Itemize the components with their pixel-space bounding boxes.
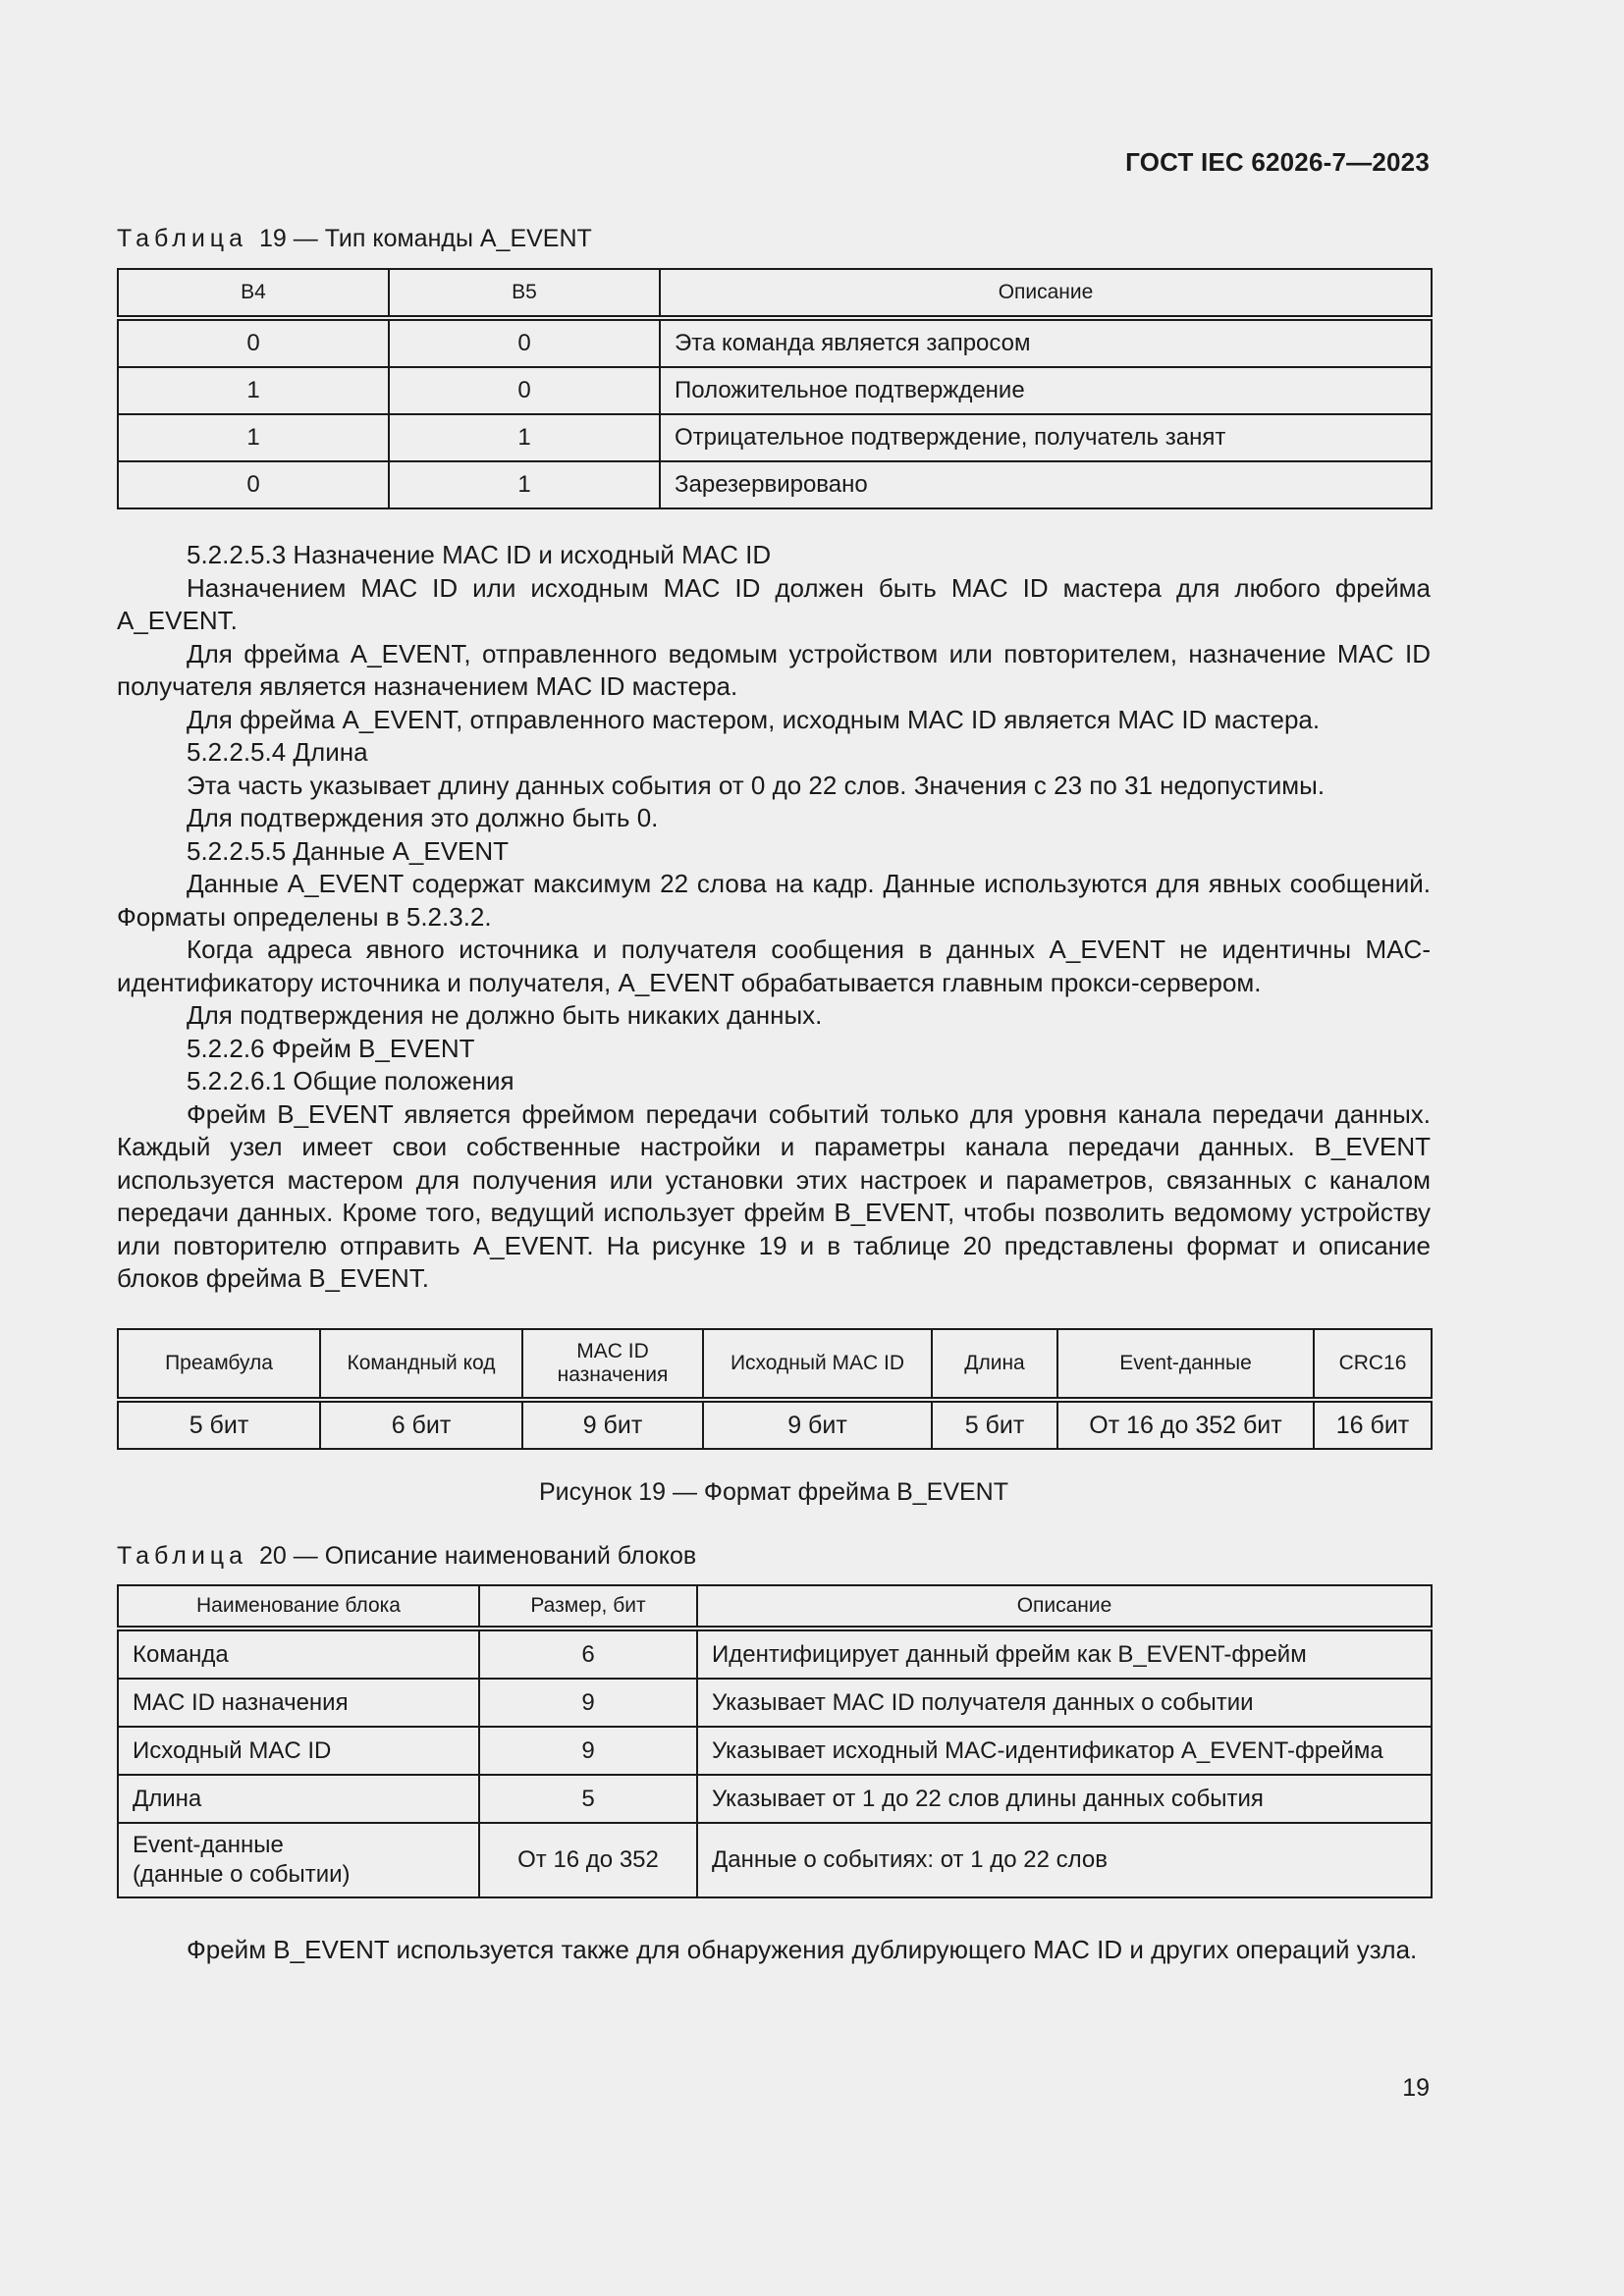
table19-caption-word: Таблица <box>117 225 248 252</box>
table20-row <box>118 1629 1432 1679</box>
table20-cell-block-name: Исходный MAC ID <box>118 1727 479 1775</box>
figure19-frame-format <box>117 1328 1433 1450</box>
page-number: 19 <box>1402 2074 1430 2102</box>
table20-cell-size: 9 <box>479 1727 697 1775</box>
table20-cell-size: От 16 до 352 <box>479 1823 697 1897</box>
paragraph: Фрейм B_EVENT является фреймом передачи событий только для уровня канала передачи данных. Каждый узел имеет свои собственные настройки и параметры канала передачи данных. B_EVENT используется мастером для получения или установки этих настроек и параметров, связанных с каналом передачи данных. Кроме того, ведущий использует фрейм B_EVENT, чтобы позволить ведомому устройству или повторителю отправить A_EVENT. На рисунке 19 и в таблице 20 представлены формат и описание блоков фрейма B_EVENT. <box>117 1098 1431 1293</box>
table19-cell-description: Положительное подтверждение <box>660 367 1432 414</box>
table20 <box>117 1584 1433 1898</box>
table19-caption-text: 19 — Тип команды A_EVENT <box>259 225 592 252</box>
table19-cell-description: Зарезервировано <box>660 461 1432 508</box>
table19-header-row <box>118 269 1432 318</box>
figure19-caption: Рисунок 19 — Формат фрейма B_EVENT <box>539 1478 1008 1506</box>
table20-cell-size: 5 <box>479 1775 697 1823</box>
figure19-header-row <box>118 1329 1432 1400</box>
table20-caption-word: Таблица <box>117 1542 248 1570</box>
table20-cell-block-name: Длина <box>118 1775 479 1823</box>
section-heading: 5.2.2.6.1 Общие положения <box>187 1066 514 1095</box>
table20-cell-block-name: Команда <box>118 1629 479 1679</box>
table20-caption <box>117 1542 696 1571</box>
table19-cell-description: Эта команда является запросом <box>660 318 1432 367</box>
paragraph: Данные A_EVENT содержат максимум 22 слова на кадр. Данные используются для явных сообщений. Форматы определены в 5.2.3.2. <box>117 869 1431 932</box>
table19-cell-description: Отрицательное подтверждение, получатель занят <box>660 414 1432 461</box>
figure19-field-size: 5 бит <box>932 1400 1057 1449</box>
table19-caption <box>117 225 592 253</box>
table19-cell-b4: 0 <box>118 318 389 367</box>
document-id: ГОСТ IEC 62026-7—2023 <box>1125 147 1430 177</box>
paragraph: Назначением MAC ID или исходным MAC ID должен быть MAC ID мастера для любого фрейма A_EVENT. <box>117 572 1431 635</box>
table19 <box>117 268 1433 509</box>
table19-header-b5: B5 <box>389 269 660 318</box>
figure19-field-name: Исходный MAC ID <box>703 1329 932 1400</box>
table20-cell-size: 9 <box>479 1679 697 1727</box>
body-text <box>117 539 1431 1296</box>
table20-row <box>118 1727 1432 1775</box>
table20-cell-size: 6 <box>479 1629 697 1679</box>
paragraph: Для фрейма A_EVENT, отправленного ведомым устройством или повторителем, назначение MAC ID получателя является назначением MAC ID мастера. <box>117 638 1431 701</box>
paragraph: Для подтверждения не должно быть никаких данных. <box>187 1000 823 1030</box>
closing-text <box>117 1934 1431 1967</box>
paragraph: Для фрейма A_EVENT, отправленного мастером, исходным MAC ID является MAC ID мастера. <box>187 704 1321 734</box>
table20-row <box>118 1823 1432 1897</box>
table20-row <box>118 1775 1432 1823</box>
table20-cell-description: Указывает MAC ID получателя данных о событии <box>697 1679 1432 1727</box>
table19-cell-b4: 1 <box>118 367 389 414</box>
figure19-field-name: Преамбула <box>118 1329 320 1400</box>
figure19-field-size: 9 бит <box>703 1400 932 1449</box>
table19-row <box>118 318 1432 367</box>
figure19-field-name: Длина <box>932 1329 1057 1400</box>
table19-row <box>118 461 1432 508</box>
figure19-field-name: Event-данные <box>1057 1329 1314 1400</box>
section-heading: 5.2.2.5.5 Данные A_EVENT <box>187 835 510 866</box>
table19-cell-b5: 0 <box>389 367 660 414</box>
figure19-field-name: MAC ID назначения <box>522 1329 703 1400</box>
table20-cell-block-name: Event-данные (данные о событии) <box>118 1823 479 1897</box>
paragraph: Фрейм B_EVENT используется также для обнаружения дублирующего MAC ID и других операций узла. <box>187 1935 1418 1964</box>
figure19-field-size: 16 бит <box>1314 1400 1432 1449</box>
table19-cell-b5: 0 <box>389 318 660 367</box>
table20-header-row <box>118 1585 1432 1629</box>
table20-cell-description: Указывает исходный MAC-идентификатор A_EVENT-фрейма <box>697 1727 1432 1775</box>
table20-header-size: Размер, бит <box>479 1585 697 1629</box>
table19-header-b4: B4 <box>118 269 389 318</box>
table20-cell-description: Идентифицирует данный фрейм как B_EVENT-фрейм <box>697 1629 1432 1679</box>
paragraph: Когда адреса явного источника и получателя сообщения в данных A_EVENT не идентичны MAC-идентификатору источника и получателя, A_EVENT обрабатывается главным прокси-сервером. <box>117 934 1431 997</box>
table19-cell-b5: 1 <box>389 414 660 461</box>
section-heading: 5.2.2.5.4 Длина <box>187 737 368 767</box>
table19-row <box>118 414 1432 461</box>
table19-cell-b5: 1 <box>389 461 660 508</box>
paragraph: Эта часть указывает длину данных события от 0 до 22 слов. Значения с 23 по 31 недопустимы. <box>187 770 1326 800</box>
figure19-field-size: От 16 до 352 бит <box>1057 1400 1314 1449</box>
table20-row <box>118 1679 1432 1727</box>
table20-cell-block-name: MAC ID назначения <box>118 1679 479 1727</box>
figure19-size-row <box>118 1400 1432 1449</box>
table19-header-description: Описание <box>660 269 1432 318</box>
table19-cell-b4: 1 <box>118 414 389 461</box>
table20-header-description: Описание <box>697 1585 1432 1629</box>
paragraph: Для подтверждения это должно быть 0. <box>187 803 659 832</box>
figure19-field-size: 6 бит <box>320 1400 522 1449</box>
figure19-field-name: Командный код <box>320 1329 522 1400</box>
table19-row <box>118 367 1432 414</box>
section-heading: 5.2.2.6 Фрейм B_EVENT <box>187 1033 475 1063</box>
figure19-field-size: 9 бит <box>522 1400 703 1449</box>
table20-caption-text: 20 — Описание наименований блоков <box>259 1542 697 1570</box>
table20-header-block-name: Наименование блока <box>118 1585 479 1629</box>
table20-cell-description: Данные о событиях: от 1 до 22 слов <box>697 1823 1432 1897</box>
section-heading: 5.2.2.5.3 Назначение MAC ID и исходный MAC ID <box>187 540 772 569</box>
figure19-field-size: 5 бит <box>118 1400 320 1449</box>
table19-cell-b4: 0 <box>118 461 389 508</box>
table20-cell-description: Указывает от 1 до 22 слов длины данных события <box>697 1775 1432 1823</box>
figure19-field-name: CRC16 <box>1314 1329 1432 1400</box>
